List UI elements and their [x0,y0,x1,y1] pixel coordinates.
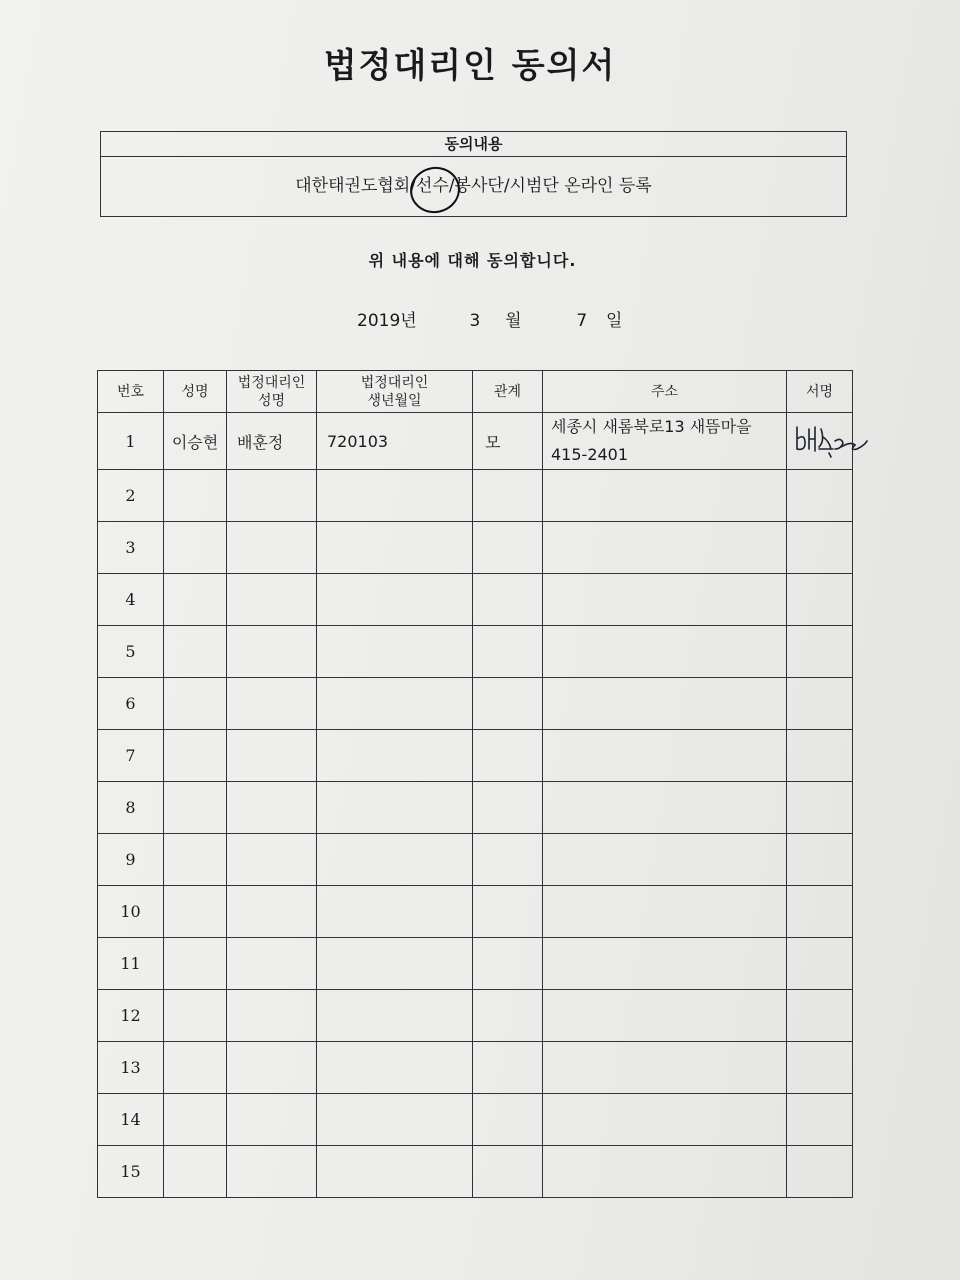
row-number: 8 [98,782,164,834]
relation [473,782,543,834]
guardian-name [227,782,317,834]
relation: 모 [473,413,543,470]
address [543,1146,787,1198]
address [543,522,787,574]
guardian-name [227,470,317,522]
guardian-birthdate [317,470,473,522]
table-row [98,730,853,782]
row-number: 3 [98,522,164,574]
table-header-row [98,371,853,413]
column-header: 주소 [543,371,787,413]
signature-cell [787,782,853,834]
row-number: 5 [98,626,164,678]
guardian-name [227,522,317,574]
row-number: 13 [98,1042,164,1094]
table-row [98,678,853,730]
signature-cell [787,413,853,470]
student-name [164,470,227,522]
guardian-birthdate [317,574,473,626]
student-name [164,1042,227,1094]
document-title: 법정대리인 동의서 [323,46,617,86]
signature-cell [787,730,853,782]
relation [473,1094,543,1146]
consent-text-before: 대한태권도협회 [295,176,411,196]
relation [473,938,543,990]
column-header: 관계 [473,371,543,413]
guardian-birthdate [317,678,473,730]
student-name [164,522,227,574]
column-header: 법정대리인 생년월일 [317,371,473,413]
row-number: 6 [98,678,164,730]
slash-separator: / [448,176,455,196]
date-line [357,306,622,331]
address [543,782,787,834]
signature-cell [787,938,853,990]
guardian-name [227,626,317,678]
row-number: 1 [98,413,164,470]
table-row [98,522,853,574]
address [543,470,787,522]
guardian-birthdate [317,522,473,574]
circled-option: 선수 [416,157,449,215]
relation [473,522,543,574]
consent-box [100,131,847,217]
table-row [98,834,853,886]
student-name [164,730,227,782]
row-number: 2 [98,470,164,522]
guardian-birthdate: 720103 [317,413,473,470]
student-name [164,574,227,626]
signature-cell [787,834,853,886]
table-row [98,1042,853,1094]
row-number: 11 [98,938,164,990]
relation [473,990,543,1042]
signature-cell [787,678,853,730]
guardian-birthdate [317,938,473,990]
signature-cell [787,574,853,626]
table-row [98,990,853,1042]
address [543,730,787,782]
signature-cell [787,1146,853,1198]
guardian-birthdate [317,1042,473,1094]
guardian-name [227,1042,317,1094]
date-day: 7 [576,311,588,331]
table-row [98,1146,853,1198]
guardian-name [227,574,317,626]
address [543,1042,787,1094]
consent-text [101,157,846,215]
guardian-name [227,730,317,782]
table-row [98,470,853,522]
column-header: 성명 [164,371,227,413]
table-row [98,626,853,678]
student-name [164,938,227,990]
consent-header: 동의내용 [101,132,846,157]
student-name [164,1146,227,1198]
date-month: 3 [469,311,481,331]
table-row [98,413,853,470]
date-month-label: 월 [505,311,522,331]
address [543,990,787,1042]
table-body [98,413,853,1198]
student-name [164,834,227,886]
table-row [98,574,853,626]
student-name [164,886,227,938]
signature-cell [787,1094,853,1146]
guardian-birthdate [317,834,473,886]
student-name [164,1094,227,1146]
signature-cell [787,886,853,938]
guardian-name [227,678,317,730]
student-name: 이승현 [164,413,227,470]
guardian-birthdate [317,990,473,1042]
relation [473,1146,543,1198]
relation [473,574,543,626]
signature-cell [787,990,853,1042]
address [543,626,787,678]
guardian-name [227,1146,317,1198]
table-row [98,938,853,990]
row-number: 14 [98,1094,164,1146]
address [543,678,787,730]
guardian-name [227,990,317,1042]
table-row [98,886,853,938]
column-header: 서명 [787,371,853,413]
row-number: 7 [98,730,164,782]
signature-cell [787,522,853,574]
relation [473,470,543,522]
signature-cell [787,626,853,678]
slash-separator: / [410,176,416,196]
signature-cell [787,1042,853,1094]
relation [473,834,543,886]
address [543,886,787,938]
student-name [164,626,227,678]
guardian-birthdate [317,730,473,782]
table-row [98,782,853,834]
row-number: 4 [98,574,164,626]
student-name [164,678,227,730]
column-header: 법정대리인 성명 [227,371,317,413]
handwritten-signature [791,419,873,459]
relation [473,1042,543,1094]
table-row [98,1094,853,1146]
relation [473,626,543,678]
row-number: 15 [98,1146,164,1198]
date-day-label: 일 [606,311,623,331]
guardian-name: 배훈정 [227,413,317,470]
student-name [164,990,227,1042]
guardian-birthdate [317,1146,473,1198]
row-number: 10 [98,886,164,938]
relation [473,678,543,730]
registration-table [97,370,853,1198]
relation [473,730,543,782]
address [543,1094,787,1146]
address [543,938,787,990]
guardian-birthdate [317,1094,473,1146]
address [543,834,787,886]
student-name [164,782,227,834]
agree-statement: 위 내용에 대해 동의합니다. [368,251,577,270]
guardian-birthdate [317,626,473,678]
guardian-name [227,1094,317,1146]
row-number: 9 [98,834,164,886]
address: 세종시 새롬북로13 새뜸마을 415-2401 [543,413,787,470]
address [543,574,787,626]
guardian-name [227,938,317,990]
column-header: 번호 [98,371,164,413]
relation [473,886,543,938]
guardian-birthdate [317,782,473,834]
guardian-birthdate [317,886,473,938]
guardian-name [227,834,317,886]
guardian-name [227,886,317,938]
date-year: 2019년 [357,311,417,331]
consent-text-after: 봉사단/시범단 온라인 등록 [454,176,652,196]
row-number: 12 [98,990,164,1042]
signature-cell [787,470,853,522]
